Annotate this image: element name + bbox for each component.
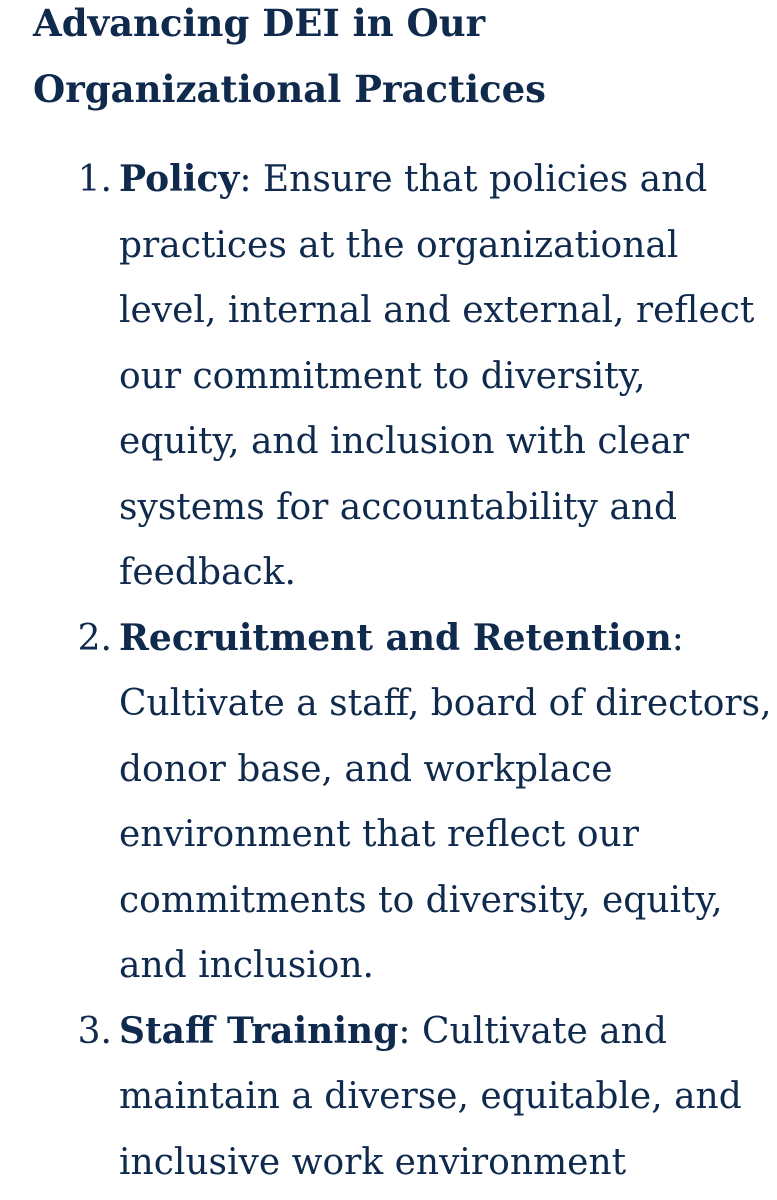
list-number: 2. [77,617,112,659]
list-number: 3. [77,1010,112,1052]
item-separator: : [239,159,252,200]
item-description-policy: Ensure that policies and practices at the organizational level, internal and external, reflect our commitment to diversity, equity, and inclusion with clear systems for accountability and feedback. [119,159,755,593]
list-item-staff-training [77,999,774,1196]
item-title-policy: Policy [119,158,240,200]
list-item-recruitment-retention [77,606,774,999]
item-title-recruitment-retention: Recruitment and Retention [119,616,672,659]
item-separator: : [398,1010,411,1052]
list-item-policy [77,147,774,606]
item-description-recruitment-retention: Cultivate a staff, board of directors, donor base, and workplace environment that reflect our commitments to diversity, equity, and inclusion. [119,683,772,986]
item-separator: : [671,617,684,659]
item-description-staff-training: Cultivate and maintain a diverse, equitable, and inclusive work environment [119,1010,742,1183]
item-title-staff-training: Staff Training [119,1009,399,1052]
list-number: 1. [77,159,112,200]
page-heading: Advancing DEI in Our Organizational Practices [33,1,547,111]
practice-list [77,147,774,1195]
